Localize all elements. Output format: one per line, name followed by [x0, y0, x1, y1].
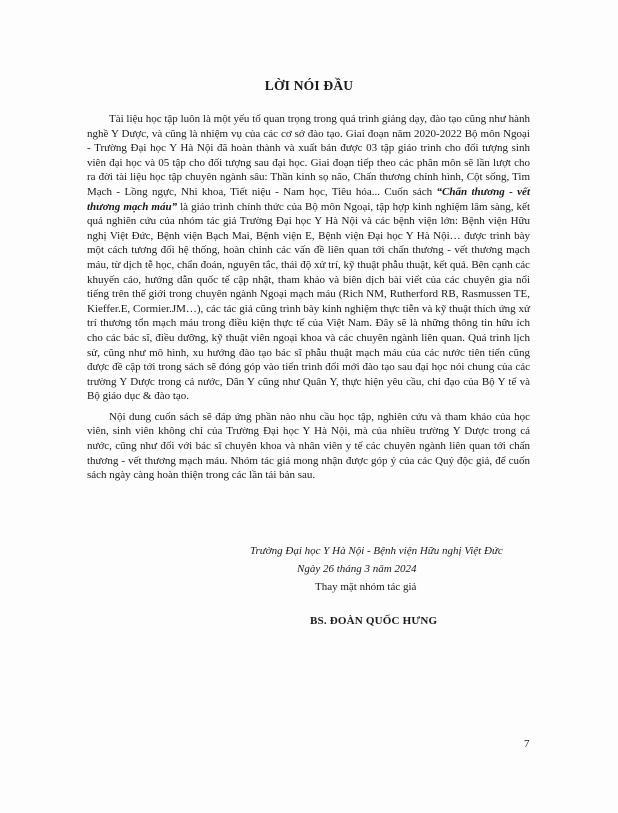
page-title: LỜI NÓI ĐẦU [264, 78, 354, 93]
signature-name: BS. ĐOÀN QUỐC HƯNG [310, 615, 438, 627]
preface-body [87, 112, 530, 489]
paragraph-1 [87, 112, 530, 404]
paragraph-1-intro: Tài liệu học tập luôn là một yếu tố quan trọng trong quá trình giảng dạy, đào tạo cũng như hành nghề Y Dược, và cũng là nhiệm vụ của các cơ sở đào tạo. Giai đoạn năm 2020-2022 Bộ môn Ngoại - Trường Đại học Y Hà Nội đã hoàn thành và xuất bản được 03 tập giáo trình cho đối tượng sinh viên đại học và 05 tập cho đối tượng sau đại học. Giai đoạn tiếp theo các phân môn sẽ lần lượt cho ra đời tài liệu học tập chuyên ngành sâu: Thần kinh sọ não, Chấn thương chỉnh hình, Cột sống, Tim Mạch - Lồng ngực, Nhi khoa, Tiết niệu - Nam học, Tiêu hóa... Cuốn sách [87, 113, 530, 198]
paragraph-1-rest: là giáo trình chính thức của Bộ môn Ngoại, tập hợp kinh nghiệm lâm sàng, kết quả nghiên cứu của nhóm tác giả Trường Đại học Y Hà Nội và các bệnh viện lớn: Bệnh viện Hữu nghị Việt Đức, Bệnh viện Bạch Mai, Bệnh viện E, Bệnh viện Đại học Y Hà Nội… được trình bày một cách tương đối hệ thống, hoàn chỉnh các vấn đề liên quan tới chấn thương - vết thương mạch máu, từ dịch tễ học, chẩn đoán, nguyên tắc, thái độ xử trí, kỹ thuật phẫu thuật, kết quả. Bên cạnh các khuyến cáo, hướng dẫn quốc tế cập nhật, tham khảo và biên dịch bài viết của các chuyên gia nổi tiếng trên thế giới trong chuyên ngành Ngoại mạch máu (Rich NM, Rutherford RB, Rasmussen TE, Kieffer.E, Cormier.JM…), các tác giả cũng trình bày kinh nghiệm thực tiễn và kỹ thuật thích ứng xử trí thương tổn mạch máu trong điều kiện thực tế của Việt Nam. Đây sẽ là những thông tin hữu ích cho các bác sĩ, điều dưỡng, kỹ thuật viên ngoại khoa và các chuyên ngành liên quan. Quá trình lịch sử, cũng như mô hình, xu hướng đào tạo bác sĩ phẫu thuật mạch máu của các nước tiên tiến cũng được đề cập tới trong sách sẽ đóng góp vào tiến trình đổi mới đào tạo sau đại học nói chung của các trường Y Dược trong cả nước, Dân Y cũng như Quân Y, thực hiện yêu cầu, chỉ đạo của Bộ Y tế và Bộ giáo dục & đào tạo. [87, 200, 530, 403]
signature-block [250, 542, 550, 630]
signature-date: Ngày 26 tháng 3 năm 2024 [297, 563, 417, 575]
signature-on-behalf: Thay mặt nhóm tác giả [315, 581, 417, 593]
paragraph-2: Nội dung cuốn sách sẽ đáp ứng phần nào nhu cầu học tập, nghiên cứu và tham khảo của học viên, sinh viên không chỉ của Trường Đại học Y Hà Nội, mà của nhiều trường Y Dược trong cả nước, cũng như đối với bác sĩ chuyên khoa và nhân viên y tế các chuyên ngành liên quan tới chấn thương - vết thương mạch máu. Nhóm tác giả mong nhận được góp ý của các Quý độc giả, để cuốn sách ngày càng hoàn thiện trong các lần tái bản sau. [87, 410, 530, 482]
signature-organization: Trường Đại học Y Hà Nội - Bệnh viện Hữu nghị Việt Đức [250, 545, 503, 557]
page-number: 7 [524, 738, 530, 750]
book-title: “Chấn thương - vết thương mạch máu” [87, 185, 530, 213]
